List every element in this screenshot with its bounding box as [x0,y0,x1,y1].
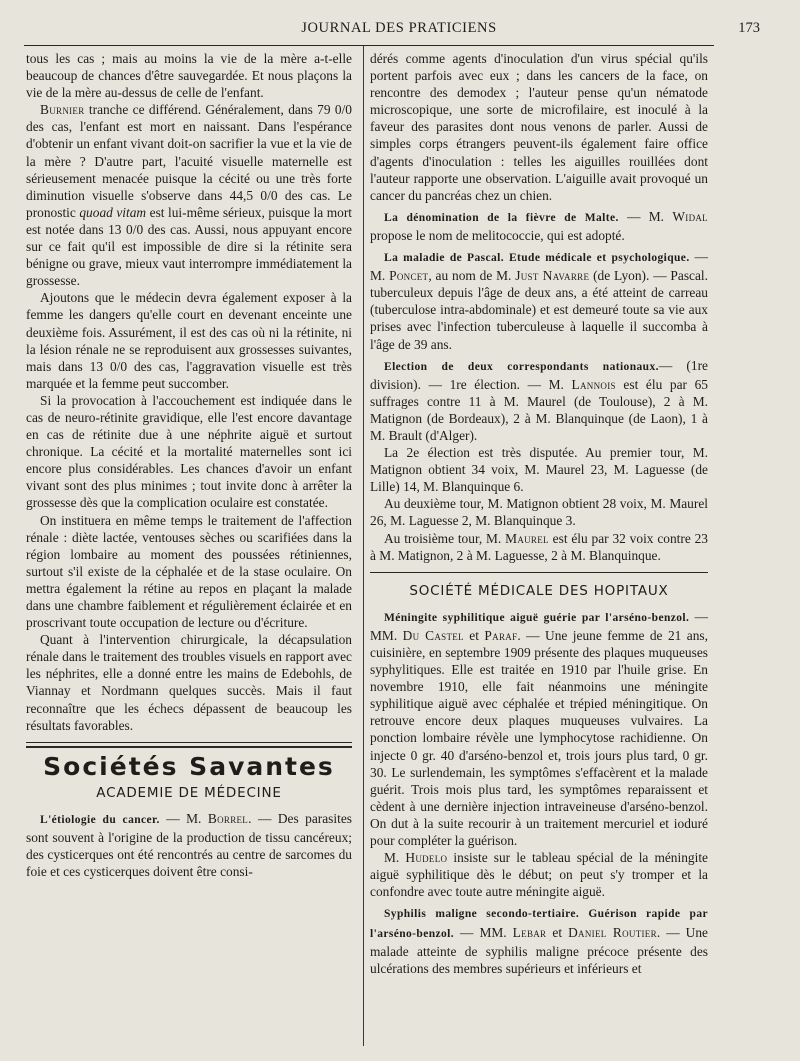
paragraph [26,810,352,880]
rubric: La dénomination de la fièvre de Malte. [384,211,619,224]
page-number: 173 [738,20,760,36]
paragraph [370,530,708,564]
author-name: Just Navarre [515,268,590,284]
text-run: est élu par 65 suffrages contre 11 à M. Maurel (de Toulouse), 2 à M. Matignon (de Bordeaux), 2 à M. Blanquinque (de Laon), 1 à M. Brault (d'Alger). [370,376,708,443]
rubric: L'étiologie du cancer. [40,813,160,826]
text-run: — M. [370,249,708,284]
paragraph: Si la provocation à l'accouchement est indiquée dans le cas de neuro-rétinite gravidique, elle l'est encore davantage en cas de rétinite due à une néphrite aiguë et surtout chronique. La cécité et la mortalité maternelles sont ici encore plus considérables. Les chances d'avoir un enfant vivant sont des plus minimes ; tout invite donc à arrêter la grossesse dès que la complication oculaire est constatée. [26,392,352,511]
text-run: . — Une jeune femme de 21 ans, cuisinière, en septembre 1909 présente des plaques muqueuses syphylitiques. Elle est traitée en 1910 par l'huile grise. En novembre 1910, elle fait néanmoins une méningite syphilitique aiguë avec céphalée et trépied méningitique. On retrouve encore deux plaques muqueuses vulvaires. La ponction lombaire révèle une lymphocytose rachidienne. On injecte 0 gr. 40 d'arséno-benzol et, trois jours plus tard, 0 gr. 30. Le surlendemain, les symptômes s'effacèrent et la malade guérit. Trois mois plus tard, les symptômes reparaissent et cèdent à une dernière injection intraveineuse d'arséno-benzol. On dut à la suite recourir à un traitement mercuriel et ioduré pour compléter la guérison. [370,627,708,849]
text-run: , au nom de M. [428,268,516,284]
text-run: — MM. [370,608,708,643]
italic-term: quoad vitam [79,204,147,220]
paragraph: dérés comme agents d'inoculation d'un virus spécial qu'ils portent parfois avec eux ; dans les cancers de la face, on rencontre des demodex ; l'auteur pense qu'un nématode microscopique, une sorte de microfilaire, est inoculé à la faveur des parasites dont nous venons de parler. Aussi de simples corps étrangers peuvent-ils également faire office d'agents d'inoculation : telles les aiguilles rouillées dont l'auteur rapporte une observation. L'aiguille avait provoqué un cancer du pancréas chez un chien. [370,51,708,203]
text-run: et [463,627,485,643]
text-run: tranche ce différend. Généralement, dans 79 0/0 des cas, l'enfant est mort en naissant. Dans l'espérance d'obtenir un enfant vivant doit-on sacrifier la vue et la vie de la mère ? D'autre part, l'acuité visuelle maternelle est sérieusement menacée puisque la cécité ou une très forte diminution visuelle s'observe dans 44,5 0/0 des cas. Le pronostic [26,102,352,220]
author-name: Lannois [571,376,616,392]
section-heading: ACADEMIE DE MÉDECINE [96,784,282,801]
text-run: et [546,924,569,940]
text-run: . — Une malade atteinte de syphilis maligne précoce présente des ulcérations des membres supérieurs et inférieurs et [370,924,708,976]
section-banner: Sociétés Savantes [43,751,335,781]
author-name: Borrel [207,810,249,826]
paragraph [370,608,708,849]
author-name: Daniel Routier [568,924,657,940]
author-name: Widal [672,208,708,224]
header-rule [24,45,714,46]
rubric: La maladie de Pascal. Etude médicale et psychologique. [384,252,690,265]
paragraph [26,101,352,289]
running-title: JOURNAL DES PRATICIENS [301,20,497,36]
text-run: — (1re division). — 1re élection. — M. [370,357,708,392]
author-name: Hudelo [405,850,448,866]
paragraph: Quant à l'intervention chirurgicale, la décapsulation rénale dans le traitement des troubles visuels en rapport avec les néphrites, elle a donné entre les mains de Edebohls, de Viannay et Nordmann quelques succès. Mais il faut reconnaître que les échecs dépassent de beaucoup les résultats favorables. [26,632,352,733]
rubric: Syphilis maligne secondo-tertiaire. Guérison rapide par l'arséno-benzol. [370,908,708,940]
section-heading: SOCIÉTÉ MÉDICALE DES HOPITAUX [409,582,669,599]
text-run: est lui-même sérieux, puisque la mort est notée dans 13 0/0 des cas. Aussi, nous appuyant encore sur ce fait qu'il est impossible de dire si la rétinite sera bénigne ou grave, mieux vaut interrompre immédiatement la grossesse. [26,204,353,289]
text-run: M. [384,850,406,866]
left-column [26,50,352,880]
paragraph: La 2e élection est très disputée. Au premier tour, M. Matignon obtient 34 voix, M. Maurel 23, M. Laguesse (de Lille) 14, M. Blanquinque 6. [370,445,708,495]
text-run: — M. [159,810,208,826]
rubric: Méningite syphilitique aiguë guérie par l'arséno-benzol. [384,611,690,624]
paragraph: tous les cas ; mais au moins la vie de la mère a-t-elle beaucoup de chances d'être sauvegardée. Et nous plaçons la vie de la mère au-dessus de celle de l'enfant. [26,51,352,101]
section-rule [26,742,352,748]
text-run: (de Lyon). — Pascal. tuberculeux depuis l'âge de deux ans, a été atteint de carreau (tuberculose intra-abdominale) et est demeuré toute sa vie aux prises avec l'infection tuberculeuse à laquelle il succomba à l'âge de 39 ans. [370,268,708,352]
right-column [370,50,708,977]
text-run: insiste sur le tableau spécial de la méningite aiguë syphilitique dès le début; on peut s'y tromper et la confondre avec toute autre méningite aiguë. [370,850,708,900]
text-run: est élu par 32 voix contre 23 à M. Matignon, 2 à M. Laguesse, 2 à M. Blanquinque. [370,530,708,563]
author-name: Burnier [40,102,85,118]
column-divider [363,46,364,1046]
paragraph [370,208,708,244]
paragraph [370,248,708,353]
paragraph: Ajoutons que le médecin devra également exposer à la femme les dangers qu'elle court en devenant enceinte une deuxième fois. Assurément, il est des cas où ni la rétinite, ni la lésion rénale ne se reproduisent aux grossesses suivantes, mais dans 13 0/0 des cas, l'aggravation visuelle est très marquée et la femme peut succomber. [26,290,352,391]
paragraph: Au deuxième tour, M. Matignon obtient 28 voix, M. Maurel 26, M. Laguesse 2, M. Blanquinque 3. [370,496,708,529]
text-run: . — Des parasites sont souvent à l'origine de la production de tissu cancéreux; des cysticerques ont été rencontrés au centre de sarcomes du foie et ces cysticerques doivent être consi- [26,810,352,880]
page-header [24,14,774,42]
author-name: Paraf [484,627,518,643]
paragraph: On instituera en même temps le traitement de l'affection rénale : diète lactée, ventouses sèches ou scarifiées dans la région lombaire au moment des poussées rétiniennes, surtout s'il existe de la céphalée et de la stase oculaire. On mettra également la rétine au repos en plaçant la malade dans une chambre faiblement et régulièrement éclairée et en proscrivant toute occupation de lecture ou d'écriture. [26,512,352,631]
text-run: — M. [618,208,673,224]
paragraph [370,357,708,444]
rubric: Election de deux correspondants nationaux. [384,360,659,373]
text-run: propose le nom de melitococcie, qui est adopté. [370,227,625,243]
author-name: Lebar [512,924,547,940]
author-name: Du Castel [402,627,464,643]
section-rule [370,572,708,573]
text-run: Au troisième tour, M. [384,530,506,546]
paragraph [370,849,708,900]
paragraph [370,904,708,976]
author-name: Maurel [505,530,549,546]
text-run: — MM. [454,924,513,940]
author-name: Poncet [389,268,429,284]
